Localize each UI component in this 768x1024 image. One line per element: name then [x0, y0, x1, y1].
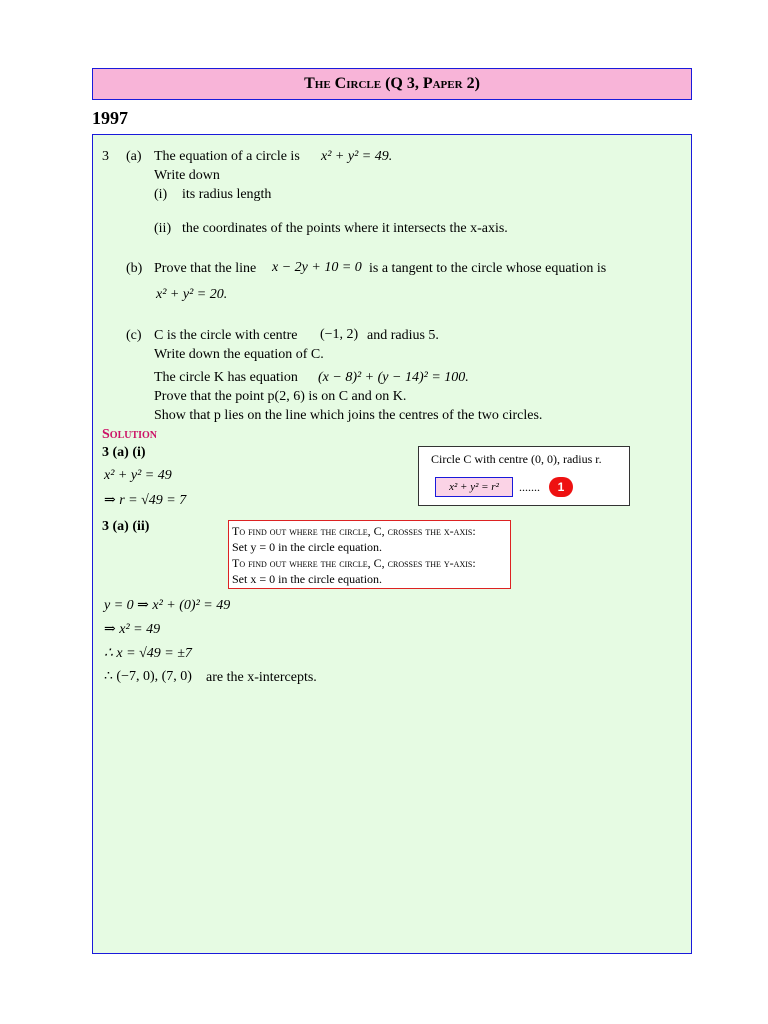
equation-number-badge: 1 — [549, 477, 573, 497]
solution-line: ∴ x = √49 = ±7 — [104, 646, 192, 661]
part-b-label: (b) — [126, 261, 143, 276]
axis-note-line: To find out where the circle, C, crosses the x-axis: — [232, 524, 476, 538]
solution-text: are the x-intercepts. — [206, 670, 317, 685]
part-a-text: The equation of a circle is — [154, 149, 300, 164]
part-ai-heading: 3 (a) (i) — [102, 445, 146, 460]
part-b-line-equation: x − 2y + 10 = 0 — [272, 260, 362, 275]
axis-note-box — [228, 520, 511, 589]
part-c-prove: Prove that the point p(2, 6) is on C and on K. — [154, 389, 407, 404]
write-down-text: Write down — [154, 168, 220, 183]
circle-note-dots: ....... — [519, 480, 540, 494]
part-ii-label: (ii) — [154, 221, 172, 236]
title-part: (Q 3, — [381, 75, 423, 92]
part-b-text: is a tangent to the circle whose equation is — [369, 261, 607, 276]
axis-note-line: Set x = 0 in the circle equation. — [232, 572, 383, 586]
part-c-write: Write down the equation of C. — [154, 347, 324, 362]
year-heading: 1997 — [92, 108, 128, 128]
part-c-show: Show that p lies on the line which joins the centres of the two circles. — [154, 408, 543, 423]
solution-heading: Solution — [102, 427, 158, 442]
title-part: The Circle — [304, 75, 382, 92]
title-part: 2) — [462, 75, 480, 92]
part-i-label: (i) — [154, 187, 168, 202]
part-b-text: Prove that the line — [154, 261, 257, 276]
axis-note-line: To find out where the circle, C, crosses the y-axis: — [232, 556, 476, 570]
part-ii-text: the coordinates of the points where it intersects the x-axis. — [182, 221, 508, 236]
solution-line: ⇒ x² = 49 — [104, 622, 161, 637]
title-part: Paper — [422, 75, 463, 92]
solution-line: ⇒ r = √49 = 7 — [104, 493, 187, 508]
part-c-text: and radius 5. — [367, 328, 439, 343]
part-c-label: (c) — [126, 328, 142, 343]
part-a-equation: x² + y² = 49. — [321, 149, 393, 164]
circle-note-caption: Circle C with centre (0, 0), radius r. — [431, 452, 602, 466]
circle-note-equation: x² + y² = r² — [435, 477, 513, 497]
part-a-label: (a) — [126, 149, 142, 164]
part-aii-heading: 3 (a) (ii) — [102, 519, 150, 534]
part-b-circle-equation: x² + y² = 20. — [156, 287, 228, 302]
solution-line: x² + y² = 49 — [104, 468, 172, 483]
part-c-centre: (−1, 2) — [320, 327, 359, 342]
axis-note-line: Set y = 0 in the circle equation. — [232, 540, 383, 554]
circle-note-box — [418, 446, 630, 506]
solution-line: y = 0 ⇒ x² + (0)² = 49 — [104, 598, 231, 613]
part-i-text: its radius length — [182, 187, 272, 202]
solution-points: ∴ (−7, 0), (7, 0) — [104, 669, 192, 684]
part-c-k-equation: (x − 8)² + (y − 14)² = 100. — [318, 370, 469, 385]
question-number: 3 — [102, 149, 109, 164]
page-title — [92, 68, 692, 100]
part-c-text: C is the circle with centre — [154, 328, 298, 343]
part-c-k-text: The circle K has equation — [154, 370, 298, 385]
